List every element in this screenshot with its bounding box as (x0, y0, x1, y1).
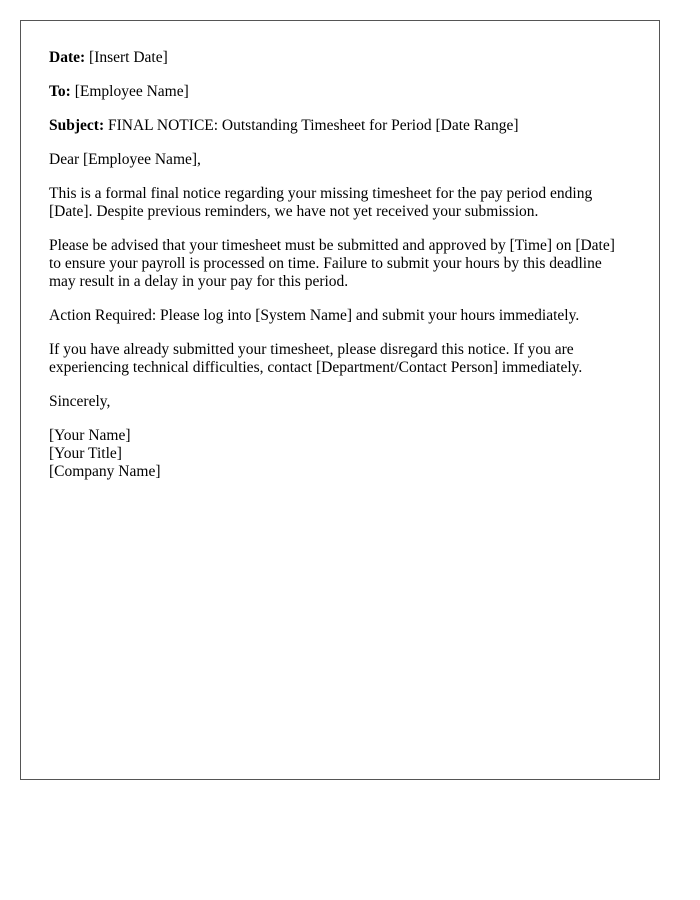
paragraph-deadline: Please be advised that your timesheet must be submitted and approved by [Time] on [Date] to ensure your payroll is processed on time. Failure to submit your hours by this deadline may result in a delay in your pay for this period. (49, 237, 615, 290)
salutation: Dear [Employee Name], (49, 151, 201, 168)
signature-title: [Your Title] (49, 445, 122, 462)
date-line (49, 49, 631, 67)
signature-block (49, 427, 631, 481)
paragraph-action-required: Action Required: Please log into [System Name] and submit your hours immediately. (49, 307, 580, 324)
paragraph-notice: This is a formal final notice regarding your missing timesheet for the pay period ending [Date]. Despite previous reminders, we have not yet received your submission. (49, 185, 593, 220)
date-label: Date: (49, 49, 86, 66)
signature-name: [Your Name] (49, 427, 131, 444)
to-value: [Employee Name] (74, 83, 189, 100)
paragraph-disregard: If you have already submitted your timesheet, please disregard this notice. If you are experiencing technical difficulties, contact [Department/Contact Person] immediately. (49, 341, 583, 376)
closing: Sincerely, (49, 393, 111, 410)
signature-company: [Company Name] (49, 463, 161, 480)
subject-line (49, 117, 631, 135)
subject-label: Subject: (49, 117, 105, 134)
date-value: [Insert Date] (89, 49, 168, 66)
to-line (49, 83, 631, 101)
to-label: To: (49, 83, 71, 100)
letter-page (20, 20, 660, 780)
subject-value: FINAL NOTICE: Outstanding Timesheet for Period [Date Range] (107, 117, 519, 134)
